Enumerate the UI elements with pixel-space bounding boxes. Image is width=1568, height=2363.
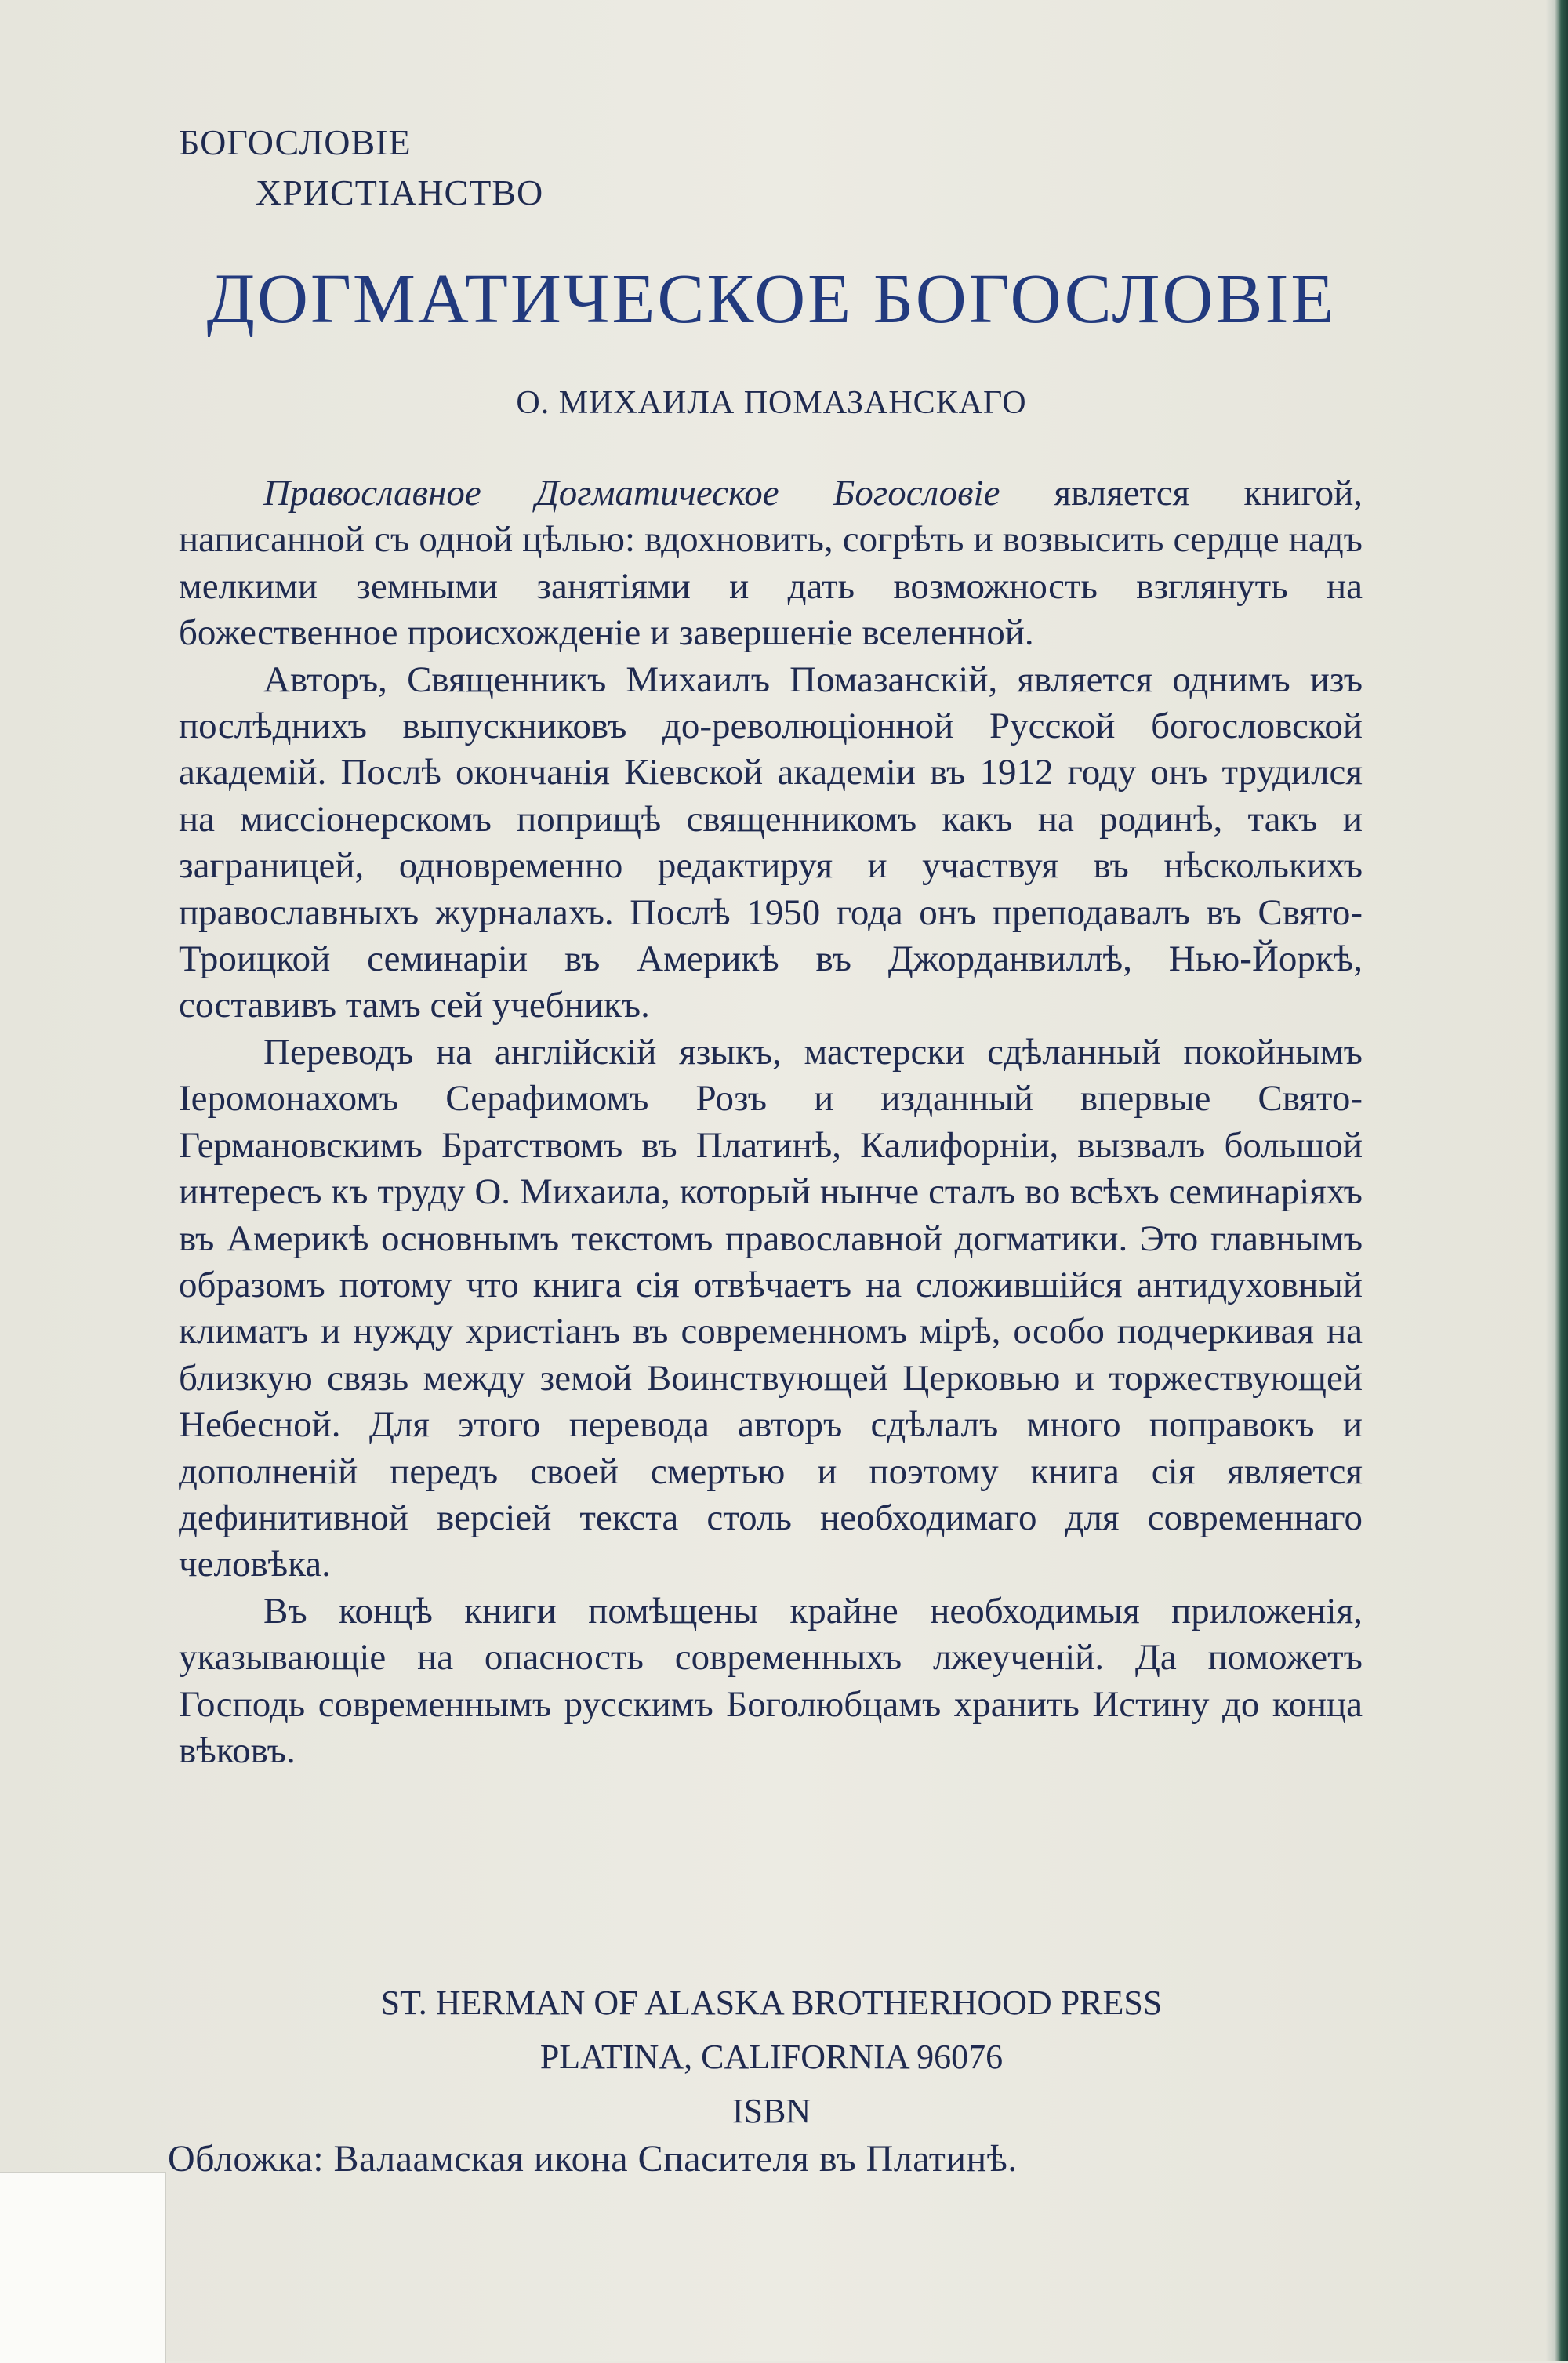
isbn-label: ISBN [731,2092,811,2130]
category-theology: БОГОСЛОВІЕ [179,122,412,162]
publisher-block [0,1976,1543,2138]
label-sticker [0,2172,166,2363]
paragraph-text: является книгой, написанной съ одной цѣлью: вдохновить, согрѣть и возвысить сердце надъ мелкими земными занятіями и дать возможность взглянуть на божественное происхожденіе и завершеніе вселенной. [179,473,1363,654]
cover-image-note: Обложка: Валаамская икона Спасителя въ Платинѣ. [168,2138,1018,2180]
blurb-paragraph-2: Авторъ, Священникъ Михаилъ Помазанскій, является однимъ изъ послѣднихъ выпускниковъ до-революціонной Русской богословской академій. Послѣ окончанія Кіевской академіи въ 1912 году онъ трудился на миссіонерскомъ поприщѣ священникомъ какъ на родинѣ, такъ и заграницей, одновременно редактируя и участвуя въ нѣсколькихъ православныхъ журналахъ. Послѣ 1950 года онъ преподавалъ въ Свято-Троицкой семинаріи въ Америкѣ въ Джорданвиллѣ, Нью-Йоркѣ, составивъ тамъ сей учебникъ. [179,659,1363,1026]
blurb-paragraph-3: Переводъ на англійскій языкъ, мастерски сдѣланный покойнымъ Іеромонахомъ Серафимомъ Розъ и изданный впервые Свято-Германовскимъ Братствомъ въ Платинѣ, Калифорніи, вызвалъ большой интересъ къ труду О. Михаила, который нынче сталъ во всѣхъ семинаріяхъ въ Америкѣ основнымъ текстомъ православной догматики. Это главнымъ образомъ потому что книга сія отвѣчаетъ на сложившійся антидуховный климатъ и нужду христіанъ въ современномъ мірѣ, особо подчеркивая на близкую связь между земой Воинствующей Церковью и торжествующей Небесной. Для этого перевода авторъ сдѣлалъ много поправокъ и дополненій передъ своей смертью и поэтому книга сія является дефинитивной версіей текста столь необходимаго для современнаго человѣка. [179,1031,1363,1585]
blurb-paragraph-1 [179,470,1363,657]
publisher-address: PLATINA, CALIFORNIA 96076 [539,2038,1004,2076]
subject-categories [179,118,543,218]
spine-edge [1546,0,1568,2361]
blurb [179,470,1363,1774]
category-christianity: ХРИСТІАНСТВО [256,172,544,212]
book-author: О. МИХАИЛА ПОМАЗАНСКАГО [516,385,1027,421]
book-title: ДОГМАТИЧЕСКОЕ БОГОСЛОВІЕ [206,260,1337,338]
italic-book-name: Православное Догматическое Богословіе [263,473,1000,514]
blurb-paragraph-4: Въ концѣ книги помѣщены крайне необходимыя приложенія, указывающіе на опасность современныхъ лжеученій. Да поможетъ Господь современнымъ русскимъ Боголюбцамъ хранить Истину до конца вѣковъ. [179,1590,1363,1771]
publisher-name: ST. HERMAN OF ALASKA BROTHERHOOD PRESS [380,1984,1163,2022]
